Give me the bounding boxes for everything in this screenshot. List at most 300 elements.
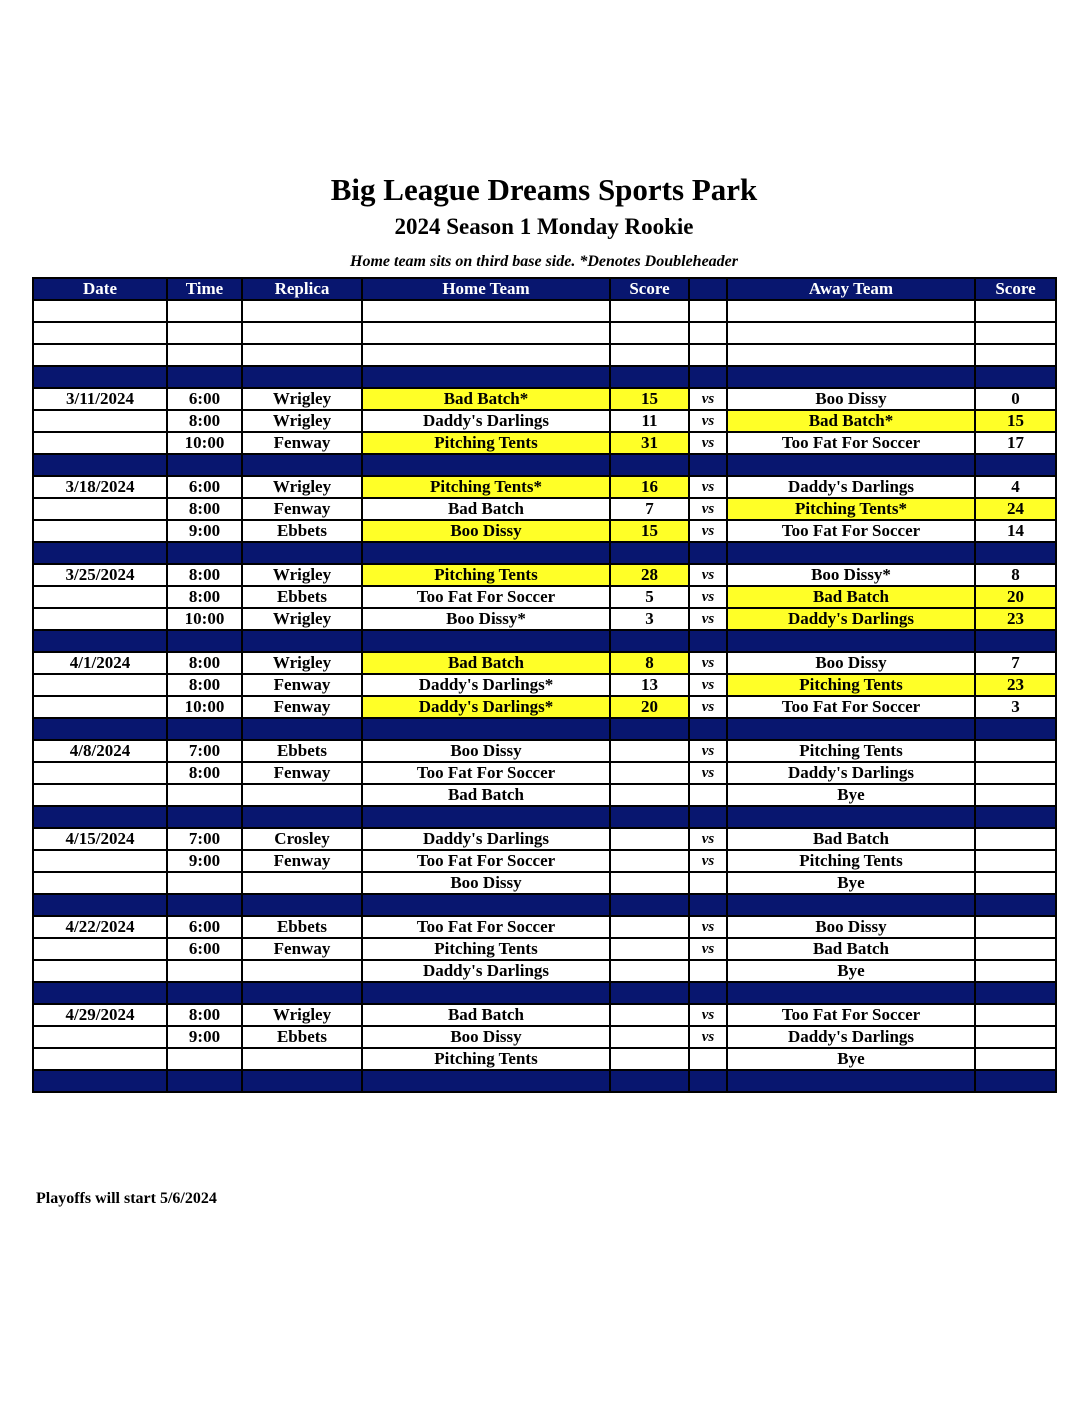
game-row [33, 938, 1056, 960]
away-score-cell [975, 366, 1056, 388]
away-team-cell [727, 630, 975, 652]
date-cell: 3/18/2024 [33, 476, 167, 498]
home-team-cell: Daddy's Darlings* [362, 674, 610, 696]
replica-cell [242, 366, 362, 388]
home-score-cell: 15 [610, 520, 689, 542]
replica-cell: Wrigley [242, 410, 362, 432]
game-row [33, 1004, 1056, 1026]
game-row [33, 916, 1056, 938]
time-cell: 7:00 [167, 740, 242, 762]
home-score-cell: 5 [610, 586, 689, 608]
replica-cell: Fenway [242, 850, 362, 872]
date-cell [33, 696, 167, 718]
vs-cell: vs [689, 410, 727, 432]
away-team-cell: Too Fat For Soccer [727, 432, 975, 454]
game-row [33, 872, 1056, 894]
date-cell [33, 762, 167, 784]
home-score-cell [610, 762, 689, 784]
home-team-cell: Bad Batch [362, 784, 610, 806]
date-cell [33, 872, 167, 894]
away-team-cell: Boo Dissy* [727, 564, 975, 586]
game-row [33, 740, 1056, 762]
away-team-cell [727, 894, 975, 916]
vs-cell: vs [689, 520, 727, 542]
home-team-cell: Daddy's Darlings [362, 960, 610, 982]
date-cell: 4/1/2024 [33, 652, 167, 674]
away-team-cell: Daddy's Darlings [727, 1026, 975, 1048]
vs-cell: vs [689, 1004, 727, 1026]
blank-row [33, 300, 1056, 322]
separator-row [33, 982, 1056, 1004]
home-score-cell [610, 872, 689, 894]
time-cell: 8:00 [167, 498, 242, 520]
replica-cell: Wrigley [242, 564, 362, 586]
time-cell: 9:00 [167, 850, 242, 872]
away-score-cell [975, 960, 1056, 982]
home-team-cell: Pitching Tents* [362, 476, 610, 498]
time-cell: 9:00 [167, 520, 242, 542]
vs-cell [689, 982, 727, 1004]
away-team-cell: Bye [727, 784, 975, 806]
vs-cell: vs [689, 564, 727, 586]
home-team-cell: Daddy's Darlings [362, 828, 610, 850]
home-team-cell: Boo Dissy [362, 740, 610, 762]
home-team-cell: Boo Dissy* [362, 608, 610, 630]
away-score-cell: 23 [975, 608, 1056, 630]
time-cell [167, 982, 242, 1004]
away-team-cell: Bad Batch [727, 586, 975, 608]
time-cell: 8:00 [167, 1004, 242, 1026]
vs-cell [689, 366, 727, 388]
replica-cell: Wrigley [242, 388, 362, 410]
vs-cell [689, 806, 727, 828]
away-team-cell: Bye [727, 872, 975, 894]
away-team-cell: Bad Batch [727, 938, 975, 960]
away-score-cell [975, 1026, 1056, 1048]
time-cell [167, 630, 242, 652]
replica-cell: Wrigley [242, 608, 362, 630]
home-score-cell: 7 [610, 498, 689, 520]
home-score-cell [610, 300, 689, 322]
vs-cell [689, 322, 727, 344]
home-team-cell: Too Fat For Soccer [362, 916, 610, 938]
date-cell [33, 1026, 167, 1048]
time-cell [167, 718, 242, 740]
vs-cell [689, 300, 727, 322]
home-score-cell [610, 784, 689, 806]
schedule-table [32, 277, 1057, 1093]
col-header-home-team: Home Team [362, 278, 610, 300]
home-score-cell [610, 630, 689, 652]
time-cell: 8:00 [167, 410, 242, 432]
away-team-cell [727, 300, 975, 322]
separator-row [33, 630, 1056, 652]
replica-cell: Ebbets [242, 916, 362, 938]
away-team-cell: Too Fat For Soccer [727, 1004, 975, 1026]
game-row [33, 762, 1056, 784]
time-cell [167, 454, 242, 476]
date-cell [33, 938, 167, 960]
date-cell [33, 344, 167, 366]
home-score-cell [610, 542, 689, 564]
away-score-cell [975, 542, 1056, 564]
home-score-cell [610, 740, 689, 762]
away-score-cell: 4 [975, 476, 1056, 498]
separator-row [33, 894, 1056, 916]
game-row [33, 696, 1056, 718]
home-score-cell: 13 [610, 674, 689, 696]
home-team-cell: Bad Batch [362, 1004, 610, 1026]
date-cell: 3/11/2024 [33, 388, 167, 410]
home-team-cell [362, 542, 610, 564]
date-cell [33, 960, 167, 982]
game-row [33, 674, 1056, 696]
replica-cell [242, 344, 362, 366]
date-cell [33, 454, 167, 476]
away-score-cell [975, 784, 1056, 806]
home-score-cell [610, 366, 689, 388]
date-cell [33, 674, 167, 696]
away-team-cell: Pitching Tents [727, 740, 975, 762]
home-score-cell [610, 1070, 689, 1092]
replica-cell: Ebbets [242, 520, 362, 542]
date-cell [33, 542, 167, 564]
date-cell: 4/29/2024 [33, 1004, 167, 1026]
home-team-cell: Pitching Tents [362, 1048, 610, 1070]
date-cell: 4/22/2024 [33, 916, 167, 938]
col-header-time: Time [167, 278, 242, 300]
game-row [33, 1048, 1056, 1070]
vs-cell [689, 784, 727, 806]
col-header-home-score: Score [610, 278, 689, 300]
home-team-cell [362, 366, 610, 388]
game-row [33, 1026, 1056, 1048]
away-team-cell: Daddy's Darlings [727, 608, 975, 630]
home-score-cell [610, 938, 689, 960]
date-cell [33, 608, 167, 630]
replica-cell [242, 718, 362, 740]
home-team-cell: Bad Batch [362, 498, 610, 520]
home-team-cell: Pitching Tents [362, 432, 610, 454]
home-team-cell [362, 718, 610, 740]
home-team-cell: Bad Batch [362, 652, 610, 674]
col-header-date: Date [33, 278, 167, 300]
home-team-cell: Boo Dissy [362, 520, 610, 542]
time-cell: 6:00 [167, 388, 242, 410]
time-cell: 10:00 [167, 696, 242, 718]
vs-cell: vs [689, 696, 727, 718]
away-score-cell: 23 [975, 674, 1056, 696]
date-cell [33, 300, 167, 322]
time-cell [167, 366, 242, 388]
away-team-cell: Too Fat For Soccer [727, 520, 975, 542]
vs-cell [689, 1070, 727, 1092]
replica-cell: Wrigley [242, 652, 362, 674]
away-team-cell [727, 982, 975, 1004]
date-cell [33, 432, 167, 454]
separator-row [33, 366, 1056, 388]
home-team-cell: Boo Dissy [362, 872, 610, 894]
game-row [33, 476, 1056, 498]
home-score-cell: 31 [610, 432, 689, 454]
time-cell [167, 872, 242, 894]
home-team-cell: Too Fat For Soccer [362, 586, 610, 608]
time-cell [167, 344, 242, 366]
away-team-cell [727, 322, 975, 344]
time-cell: 6:00 [167, 476, 242, 498]
vs-cell: vs [689, 828, 727, 850]
home-team-cell [362, 630, 610, 652]
away-team-cell [727, 366, 975, 388]
home-score-cell: 20 [610, 696, 689, 718]
vs-cell: vs [689, 850, 727, 872]
home-team-cell: Pitching Tents [362, 938, 610, 960]
game-row [33, 498, 1056, 520]
away-score-cell [975, 850, 1056, 872]
game-row [33, 784, 1056, 806]
home-score-cell [610, 982, 689, 1004]
vs-cell: vs [689, 388, 727, 410]
home-score-cell [610, 916, 689, 938]
replica-cell: Fenway [242, 696, 362, 718]
vs-cell: vs [689, 674, 727, 696]
vs-cell: vs [689, 740, 727, 762]
date-cell [33, 520, 167, 542]
header-row [33, 278, 1056, 300]
time-cell [167, 894, 242, 916]
time-cell: 8:00 [167, 652, 242, 674]
away-score-cell [975, 1048, 1056, 1070]
replica-cell [242, 630, 362, 652]
away-score-cell [975, 1070, 1056, 1092]
away-score-cell [975, 762, 1056, 784]
vs-cell [689, 1048, 727, 1070]
replica-cell: Wrigley [242, 1004, 362, 1026]
home-score-cell: 3 [610, 608, 689, 630]
date-cell [33, 322, 167, 344]
game-row [33, 520, 1056, 542]
game-row [33, 564, 1056, 586]
home-team-cell [362, 322, 610, 344]
home-score-cell: 15 [610, 388, 689, 410]
replica-cell: Ebbets [242, 740, 362, 762]
date-cell [33, 630, 167, 652]
away-team-cell: Pitching Tents [727, 674, 975, 696]
date-cell: 4/8/2024 [33, 740, 167, 762]
time-cell: 8:00 [167, 586, 242, 608]
vs-cell [689, 454, 727, 476]
home-team-cell [362, 300, 610, 322]
away-team-cell [727, 718, 975, 740]
date-cell [33, 1070, 167, 1092]
home-team-cell: Daddy's Darlings [362, 410, 610, 432]
home-score-cell [610, 454, 689, 476]
away-team-cell: Boo Dissy [727, 916, 975, 938]
replica-cell [242, 1070, 362, 1092]
time-cell [167, 300, 242, 322]
replica-cell [242, 1048, 362, 1070]
time-cell: 8:00 [167, 762, 242, 784]
away-score-cell: 14 [975, 520, 1056, 542]
home-team-cell: Daddy's Darlings* [362, 696, 610, 718]
replica-cell: Fenway [242, 938, 362, 960]
date-cell [33, 410, 167, 432]
time-cell: 10:00 [167, 432, 242, 454]
replica-cell [242, 300, 362, 322]
home-score-cell [610, 850, 689, 872]
time-cell: 10:00 [167, 608, 242, 630]
away-score-cell [975, 938, 1056, 960]
replica-cell: Fenway [242, 674, 362, 696]
vs-cell: vs [689, 476, 727, 498]
home-team-cell: Boo Dissy [362, 1026, 610, 1048]
blank-row [33, 344, 1056, 366]
time-cell: 8:00 [167, 564, 242, 586]
home-team-cell [362, 982, 610, 1004]
home-team-cell: Pitching Tents [362, 564, 610, 586]
home-score-cell [610, 960, 689, 982]
schedule-note: Home team sits on third base side. *Denotes Doubleheader [350, 253, 738, 270]
date-cell [33, 982, 167, 1004]
home-team-cell: Too Fat For Soccer [362, 762, 610, 784]
date-cell: 4/15/2024 [33, 828, 167, 850]
away-score-cell [975, 630, 1056, 652]
away-score-cell: 7 [975, 652, 1056, 674]
game-row [33, 432, 1056, 454]
away-team-cell: Boo Dissy [727, 388, 975, 410]
game-row [33, 586, 1056, 608]
replica-cell [242, 322, 362, 344]
away-score-cell: 20 [975, 586, 1056, 608]
away-team-cell: Daddy's Darlings [727, 762, 975, 784]
replica-cell: Fenway [242, 762, 362, 784]
home-score-cell: 28 [610, 564, 689, 586]
home-score-cell [610, 1004, 689, 1026]
col-header-replica: Replica [242, 278, 362, 300]
col-header-away-score: Score [975, 278, 1056, 300]
replica-cell [242, 982, 362, 1004]
away-score-cell [975, 828, 1056, 850]
vs-cell [689, 894, 727, 916]
time-cell [167, 1070, 242, 1092]
date-cell [33, 784, 167, 806]
away-team-cell: Pitching Tents* [727, 498, 975, 520]
time-cell: 6:00 [167, 916, 242, 938]
vs-cell [689, 718, 727, 740]
time-cell [167, 806, 242, 828]
away-score-cell: 15 [975, 410, 1056, 432]
home-team-cell [362, 1070, 610, 1092]
away-score-cell [975, 916, 1056, 938]
vs-cell: vs [689, 762, 727, 784]
away-score-cell: 0 [975, 388, 1056, 410]
game-row [33, 388, 1056, 410]
game-row [33, 608, 1056, 630]
vs-cell [689, 960, 727, 982]
page-title: Big League Dreams Sports Park [330, 172, 758, 207]
time-cell: 6:00 [167, 938, 242, 960]
away-team-cell [727, 806, 975, 828]
replica-cell [242, 894, 362, 916]
home-score-cell [610, 806, 689, 828]
separator-row [33, 806, 1056, 828]
away-team-cell: Bye [727, 1048, 975, 1070]
vs-cell [689, 630, 727, 652]
away-team-cell [727, 344, 975, 366]
replica-cell [242, 960, 362, 982]
away-team-cell: Bad Batch* [727, 410, 975, 432]
vs-cell: vs [689, 916, 727, 938]
home-score-cell: 8 [610, 652, 689, 674]
away-score-cell: 3 [975, 696, 1056, 718]
game-row [33, 960, 1056, 982]
date-cell [33, 894, 167, 916]
separator-row [33, 718, 1056, 740]
date-cell: 3/25/2024 [33, 564, 167, 586]
home-score-cell: 16 [610, 476, 689, 498]
vs-cell: vs [689, 432, 727, 454]
time-cell: 9:00 [167, 1026, 242, 1048]
away-team-cell: Pitching Tents [727, 850, 975, 872]
away-score-cell [975, 982, 1056, 1004]
game-row [33, 410, 1056, 432]
away-team-cell: Too Fat For Soccer [727, 696, 975, 718]
home-team-cell: Too Fat For Soccer [362, 850, 610, 872]
home-team-cell [362, 894, 610, 916]
home-score-cell [610, 894, 689, 916]
home-score-cell [610, 344, 689, 366]
game-row [33, 828, 1056, 850]
home-score-cell [610, 322, 689, 344]
vs-cell [689, 344, 727, 366]
col-header-vs [689, 278, 727, 300]
away-score-cell [975, 894, 1056, 916]
date-cell [33, 586, 167, 608]
home-team-cell: Bad Batch* [362, 388, 610, 410]
away-score-cell: 24 [975, 498, 1056, 520]
vs-cell: vs [689, 1026, 727, 1048]
vs-cell: vs [689, 608, 727, 630]
vs-cell: vs [689, 586, 727, 608]
away-team-cell [727, 454, 975, 476]
date-cell [33, 1048, 167, 1070]
time-cell [167, 542, 242, 564]
date-cell [33, 498, 167, 520]
away-score-cell [975, 454, 1056, 476]
away-score-cell [975, 300, 1056, 322]
replica-cell: Ebbets [242, 1026, 362, 1048]
playoffs-note: Playoffs will start 5/6/2024 [36, 1190, 217, 1207]
away-team-cell [727, 542, 975, 564]
home-score-cell [610, 718, 689, 740]
home-score-cell [610, 1026, 689, 1048]
separator-row [33, 1070, 1056, 1092]
away-team-cell: Bad Batch [727, 828, 975, 850]
away-score-cell [975, 718, 1056, 740]
away-score-cell [975, 740, 1056, 762]
replica-cell [242, 784, 362, 806]
time-cell: 7:00 [167, 828, 242, 850]
away-team-cell [727, 1070, 975, 1092]
away-score-cell [975, 806, 1056, 828]
away-score-cell [975, 1004, 1056, 1026]
away-team-cell: Bye [727, 960, 975, 982]
home-score-cell [610, 1048, 689, 1070]
replica-cell: Fenway [242, 432, 362, 454]
away-score-cell: 8 [975, 564, 1056, 586]
date-cell [33, 850, 167, 872]
schedule-body [33, 300, 1056, 1092]
